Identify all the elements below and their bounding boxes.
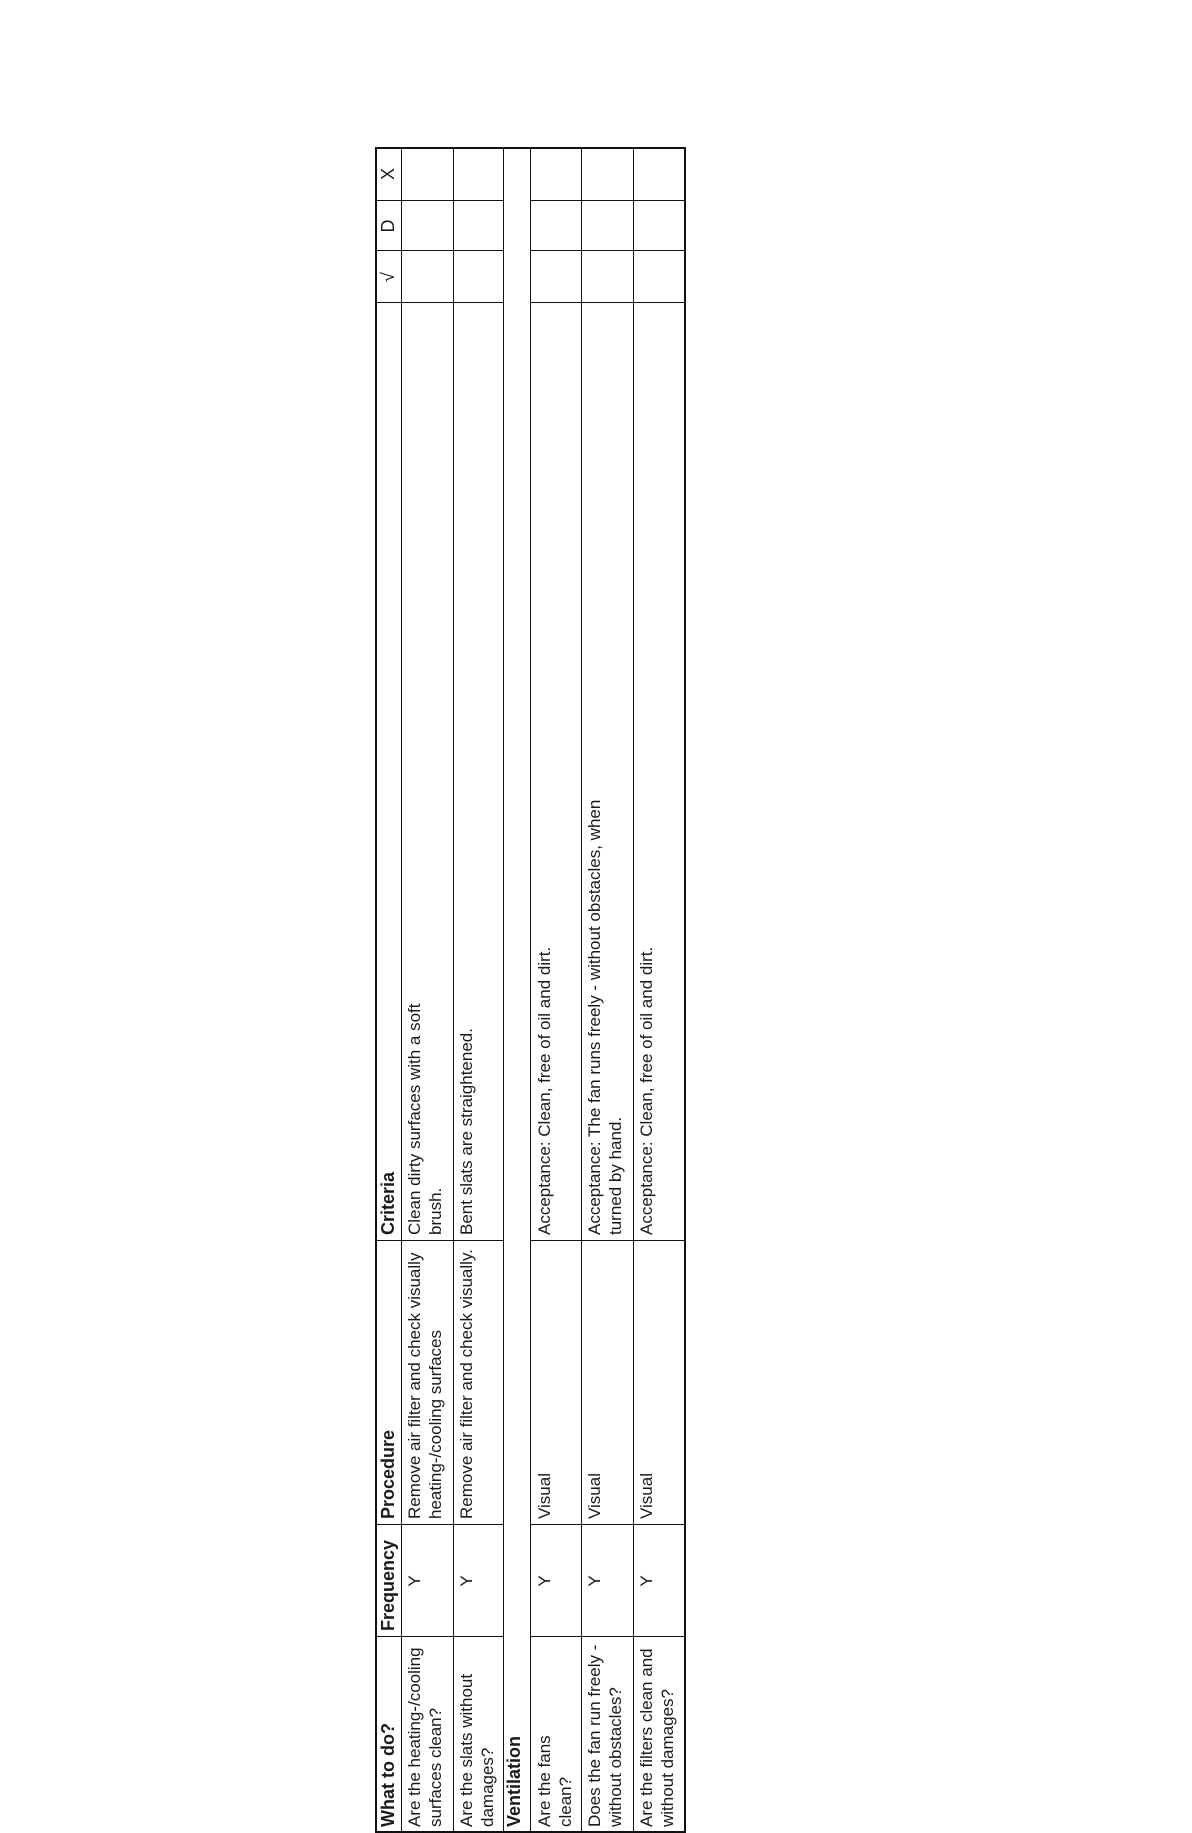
grid-line xyxy=(375,1240,503,1241)
grid-line xyxy=(375,1524,503,1525)
header-what-to-do: What to do? xyxy=(378,1723,398,1827)
header-check-d: D xyxy=(378,219,398,233)
grid-line xyxy=(531,1524,685,1525)
grid-line xyxy=(375,302,503,303)
cell-what: Does the fan run freely - without obstacles? xyxy=(585,1644,625,1827)
cell-procedure: Remove air filter and check visually. xyxy=(457,1249,476,1519)
header-check-ok: √ xyxy=(378,272,398,282)
header-procedure: Procedure xyxy=(378,1429,398,1519)
section-title: Ventilation xyxy=(504,1735,524,1827)
table-row xyxy=(633,147,685,1833)
cell-criteria: Acceptance: Clean, free of oil and dirt. xyxy=(535,946,554,1235)
header-row xyxy=(375,147,401,1833)
grid-line xyxy=(375,250,503,251)
cell-criteria: Acceptance: Clean, free of oil and dirt. xyxy=(637,946,656,1235)
grid-line xyxy=(530,147,531,1833)
cell-frequency: Y xyxy=(585,1575,604,1587)
cell-procedure: Remove air filter and check visually heating-/cooling surfaces xyxy=(405,1252,445,1519)
grid-line xyxy=(375,1636,503,1637)
grid-line xyxy=(531,250,685,251)
grid-line xyxy=(531,1636,685,1637)
cell-procedure: Visual xyxy=(637,1473,656,1519)
grid-line xyxy=(453,147,454,1833)
header-check-x: X xyxy=(378,168,398,181)
table-row xyxy=(531,147,581,1833)
grid-line xyxy=(531,1240,685,1241)
grid-line xyxy=(531,200,685,201)
grid-line xyxy=(581,147,582,1833)
cell-frequency: Y xyxy=(535,1575,554,1587)
cell-criteria: Acceptance: The fan runs freely - without obstacles, when turned by hand. xyxy=(585,799,625,1235)
cell-what: Are the fans clean? xyxy=(535,1735,575,1827)
cell-what: Are the heating-/cooling surfaces clean? xyxy=(405,1647,445,1827)
table-row xyxy=(401,147,453,1833)
grid-line xyxy=(375,200,503,201)
cell-frequency: Y xyxy=(405,1575,424,1587)
grid-line xyxy=(684,147,686,1833)
cell-frequency: Y xyxy=(637,1575,656,1587)
cell-criteria: Bent slats are straightened. xyxy=(457,1028,476,1235)
grid-line xyxy=(633,147,634,1833)
grid-line xyxy=(531,302,685,303)
cell-what: Are the slats without damages? xyxy=(457,1673,497,1827)
table-row xyxy=(581,147,633,1833)
header-criteria: Criteria xyxy=(378,1171,398,1235)
section-row-ventilation xyxy=(503,147,531,1833)
grid-line xyxy=(375,147,377,1833)
grid-line xyxy=(503,147,504,1833)
cell-procedure: Visual xyxy=(535,1473,554,1519)
table-row xyxy=(453,147,503,1833)
cell-criteria: Clean dirty surfaces with a soft brush. xyxy=(405,1003,445,1235)
cell-procedure: Visual xyxy=(585,1473,604,1519)
cell-frequency: Y xyxy=(457,1575,476,1587)
header-frequency: Frequency xyxy=(378,1539,398,1631)
cell-what: Are the filters clean and without damages? xyxy=(637,1648,677,1827)
grid-line xyxy=(401,147,402,1833)
inspection-checklist-table xyxy=(375,147,714,1833)
